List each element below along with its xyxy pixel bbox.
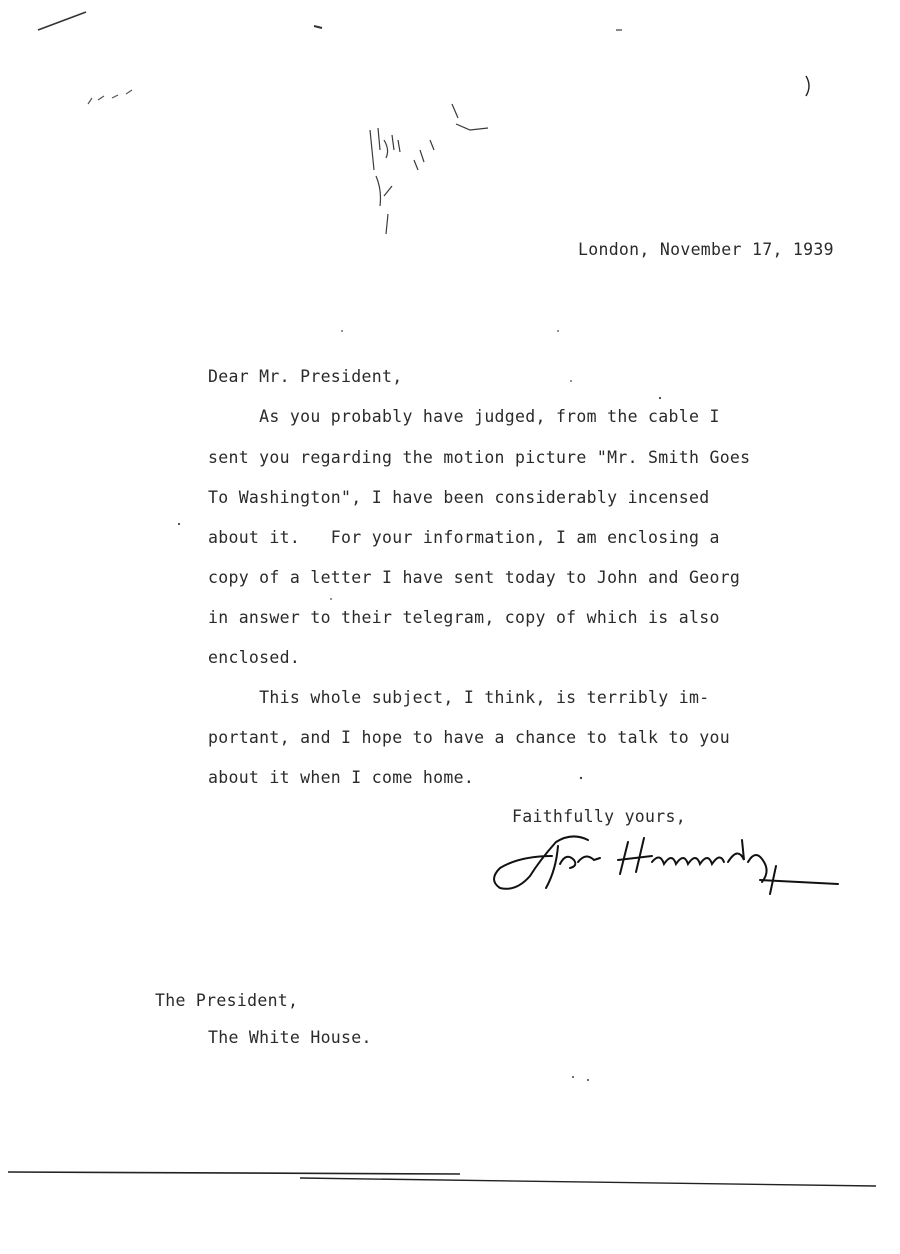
addressee-line: The White House. <box>208 1028 372 1047</box>
scan-mark-top-left-dots <box>88 90 132 104</box>
body-line: in answer to their telegram, copy of which is also <box>208 608 720 627</box>
scan-mark-top-dash <box>314 26 322 28</box>
salutation: Dear Mr. President, <box>208 367 403 386</box>
handwritten-notation <box>370 104 488 234</box>
closing: Faithfully yours, <box>512 807 686 826</box>
body-line: about it. For your information, I am enclosing a <box>208 528 720 547</box>
addressee-line: The President, <box>155 991 299 1010</box>
scan-mark-top-left <box>38 12 86 30</box>
signature-drawing <box>494 836 838 894</box>
body-line: This whole subject, I think, is terribly im- <box>208 688 710 707</box>
body-line: copy of a letter I have sent today to John and Georg <box>208 568 741 587</box>
body-line: portant, and I hope to have a chance to talk to you <box>208 728 730 747</box>
scan-mark-right-paren <box>806 76 809 96</box>
body-line: To Washington", I have been considerably incensed <box>208 488 710 507</box>
body-line: sent you regarding the motion picture "Mr. Smith Goes <box>208 448 751 467</box>
body-line: enclosed. <box>208 648 301 667</box>
date-line: London, November 17, 1939 <box>578 240 834 259</box>
bottom-rule-line <box>8 1172 460 1174</box>
body-line: As you probably have judged, from the cable I <box>208 407 720 426</box>
body-line: about it when I come home. <box>208 768 475 787</box>
bottom-rule-line-2 <box>300 1178 876 1186</box>
